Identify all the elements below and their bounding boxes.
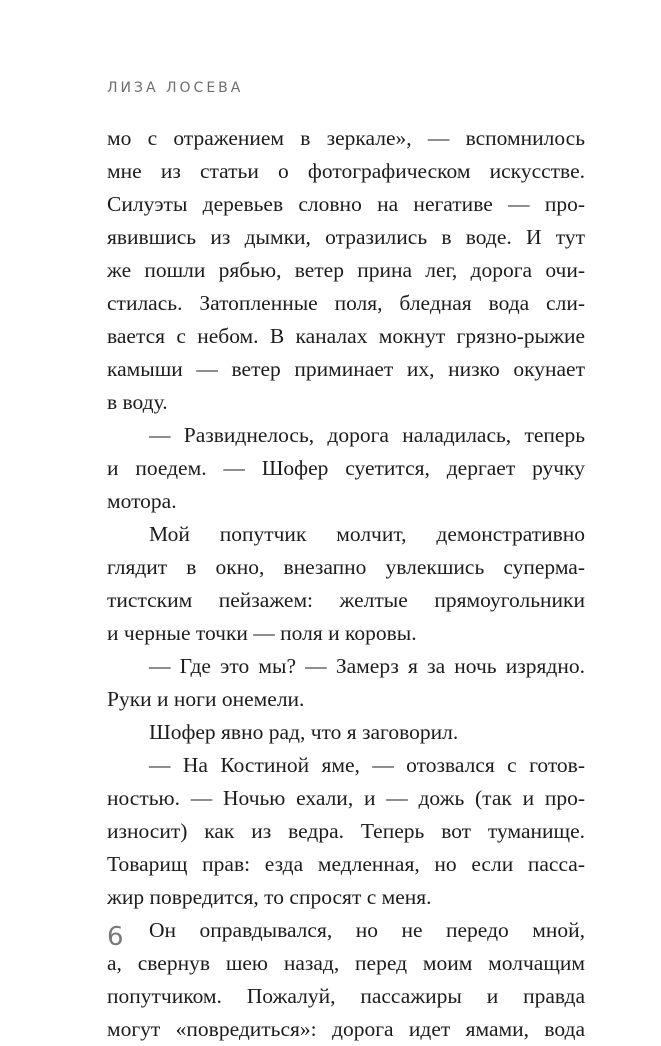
text-line: Товарищ прав: езда медленная, но если пасса- xyxy=(107,852,585,876)
text-line: стилась. Затопленные поля, бледная вода сли- xyxy=(107,291,585,315)
text-line: — Где это мы? — Замерз я за ночь изрядно. xyxy=(149,654,585,678)
text-line: Шофер явно рад, что я заговорил. xyxy=(149,720,459,744)
page-number: 6 xyxy=(107,922,124,952)
text-line: — На Костиной яме, — отозвался с готов- xyxy=(149,753,585,777)
text-line: жир повредится, то спросят с меня. xyxy=(107,885,432,909)
text-line: могут «повредиться»: дорога идет ямами, вода xyxy=(107,1017,585,1041)
text-line: Руки и ноги онемели. xyxy=(107,687,305,711)
text-line: в воду. xyxy=(107,390,168,414)
text-line: мо с отражением в зеркале», — вспомнилось xyxy=(107,126,585,150)
text-line: — Развиднелось, дорога наладилась, теперь xyxy=(149,423,585,447)
body-text xyxy=(107,122,585,1046)
text-line: камыши — ветер приминает их, низко окунает xyxy=(107,357,585,381)
text-line: Силуэты деревьев словно на негативе — про- xyxy=(107,192,585,216)
text-line: тистским пейзажем: желтые прямоугольники xyxy=(107,588,585,612)
running-head: ЛИЗА ЛОСЕВА xyxy=(107,80,244,96)
text-line: мне из статьи о фотографическом искусстве. xyxy=(107,159,585,183)
text-line: износит) как из ведра. Теперь вот туманище. xyxy=(107,819,585,843)
text-line: Он оправдывался, но не передо мной, xyxy=(149,918,585,942)
text-line: вается с небом. В каналах мокнут грязно-рыжие xyxy=(107,324,585,348)
text-line: явившись из дымки, отразились в воде. И тут xyxy=(107,225,585,249)
text-line: и поедем. — Шофер суетится, дергает ручку xyxy=(107,456,585,480)
text-line: же пошли рябью, ветер прина лег, дорога очи- xyxy=(107,258,585,282)
text-line: попутчиком. Пожалуй, пассажиры и правда xyxy=(107,984,585,1008)
text-line: а, свернув шею назад, перед моим молчащим xyxy=(107,951,585,975)
text-line: и черные точки — поля и коровы. xyxy=(107,621,417,645)
text-line: Мой попутчик молчит, демонстративно xyxy=(149,522,585,546)
text-line: мотора. xyxy=(107,489,177,513)
text-line: глядит в окно, внезапно увлекшись суперма- xyxy=(107,555,585,579)
text-line: ностью. — Ночью ехали, и — дожь (так и про- xyxy=(107,786,585,810)
